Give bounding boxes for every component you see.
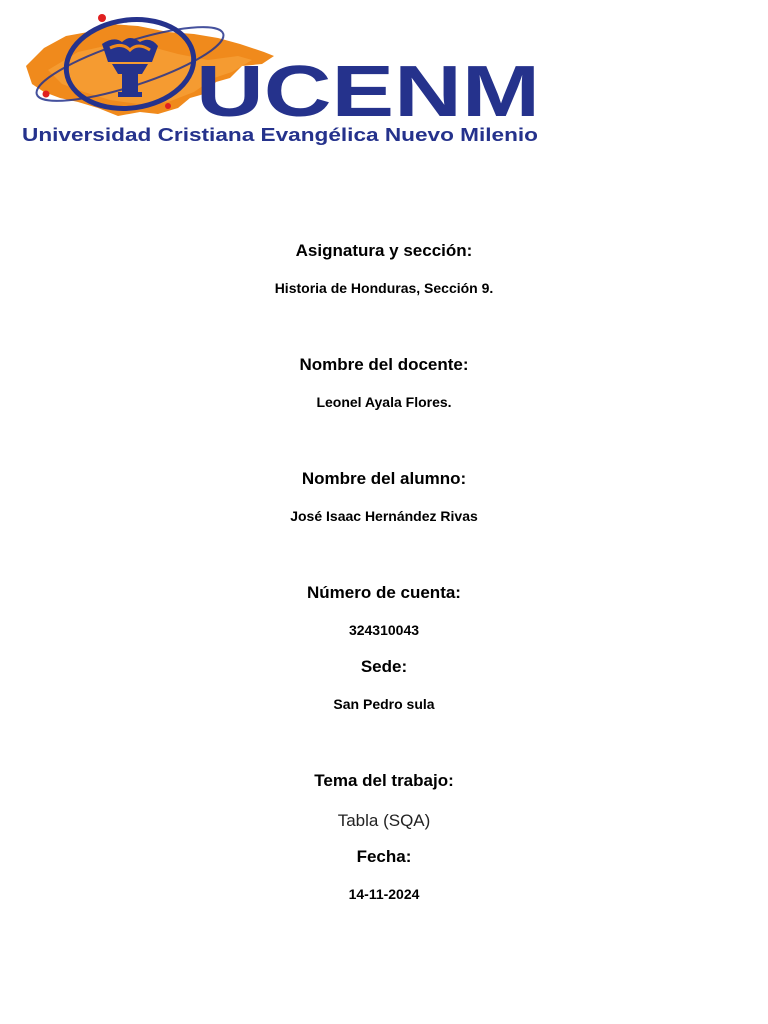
- account-value: 324310043: [348, 622, 420, 638]
- date-value: 14-11-2024: [348, 886, 420, 902]
- campus-value: San Pedro sula: [333, 696, 435, 712]
- student-label: Nombre del alumno:: [301, 469, 467, 488]
- logo-acronym: UCENM: [196, 52, 540, 132]
- subject-value: Historia de Honduras, Sección 9.: [274, 280, 494, 296]
- student-value: José Isaac Hernández Rivas: [290, 508, 478, 524]
- subject-label: Asignatura y sección:: [295, 241, 473, 260]
- university-logo: [18, 8, 544, 148]
- teacher-value: Leonel Ayala Flores.: [316, 394, 452, 410]
- accent-dot: [98, 14, 106, 22]
- campus-label: Sede:: [360, 657, 408, 676]
- topic-value: Tabla (SQA): [337, 811, 431, 830]
- date-label: Fecha:: [356, 847, 412, 866]
- teacher-label: Nombre del docente:: [299, 355, 469, 374]
- account-label: Número de cuenta:: [307, 583, 461, 602]
- logo-full-name: Universidad Cristiana Evangélica Nuevo Milenio: [22, 125, 538, 145]
- topic-label: Tema del trabajo:: [314, 771, 454, 790]
